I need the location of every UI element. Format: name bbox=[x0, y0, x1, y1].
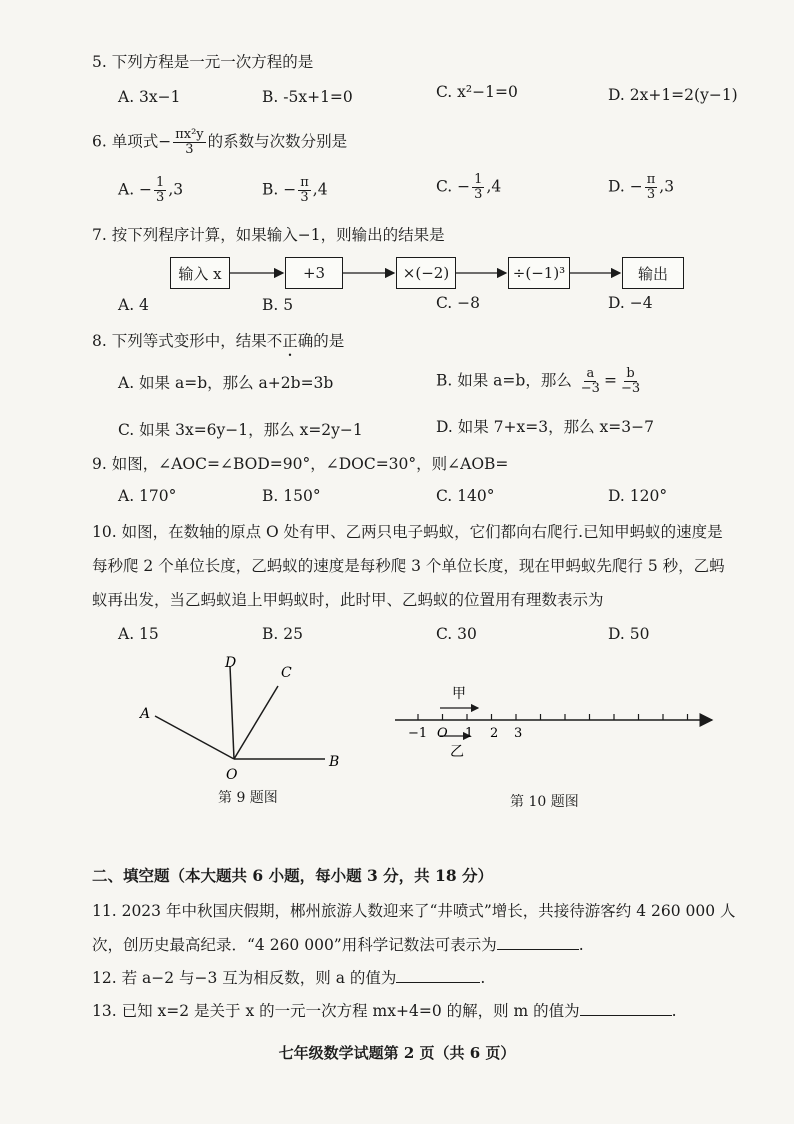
q8-option-c: C. 如果 3x=6y−1，那么 x=2y−1 bbox=[118, 421, 363, 439]
q10-option-d: D. 50 bbox=[608, 625, 650, 643]
label-a: A bbox=[140, 706, 151, 722]
q6-c-num: 1 bbox=[474, 172, 483, 187]
label-d: D bbox=[225, 655, 237, 671]
flow-box-multiply: ×(−2) bbox=[396, 257, 456, 289]
q7-stem: 7. 按下列程序计算，如果输入−1，则输出的结果是 bbox=[92, 226, 445, 244]
q8-b-eq: = bbox=[603, 371, 617, 390]
q13-answer-blank[interactable] bbox=[580, 1015, 672, 1016]
q5-stem: 5. 下列方程是一元一次方程的是 bbox=[92, 53, 314, 71]
q8-option-a: A. 如果 a=b，那么 a+2b=3b bbox=[118, 374, 334, 392]
q10-line-3: 蚁再出发，当乙蚂蚁追上甲蚂蚁时，此时甲、乙蚂蚁的位置用有理数表示为 bbox=[92, 591, 604, 609]
section-2-title: 二、填空题（本大题共 6 小题，每小题 3 分，共 18 分） bbox=[92, 866, 494, 885]
ray-oa bbox=[155, 716, 234, 759]
q6-d-den: 3 bbox=[646, 187, 656, 202]
q11-answer-blank[interactable] bbox=[497, 949, 579, 950]
figure-10-caption: 第 10 题图 bbox=[510, 794, 579, 810]
q12-answer-blank[interactable] bbox=[396, 982, 480, 983]
flow-box-input: 输入 x bbox=[170, 257, 230, 289]
flow-box-divide: ÷(−1)³ bbox=[508, 257, 570, 289]
tick-label-3: 3 bbox=[514, 726, 523, 741]
q6-c-den: 3 bbox=[474, 187, 483, 202]
q7-option-c: C. −8 bbox=[436, 294, 481, 312]
q6-c-pre: C. − bbox=[436, 177, 471, 196]
q13-text: 13. 已知 x=2 是关于 x 的一元一次方程 mx+4=0 的解，则 m 的值为 bbox=[92, 1002, 580, 1020]
tick-label-2: 2 bbox=[490, 726, 499, 741]
q10-option-b: B. 25 bbox=[262, 625, 303, 643]
q11-end: . bbox=[578, 936, 584, 954]
label-yi: 乙 bbox=[450, 744, 464, 760]
ray-oc bbox=[234, 686, 278, 759]
q8-stem-pre: 8. 下列等式变形中，结果 bbox=[92, 332, 267, 350]
q6-d-num: π bbox=[646, 172, 656, 187]
label-o: O bbox=[226, 767, 238, 783]
q12 bbox=[92, 968, 485, 988]
q6-a-den: 3 bbox=[156, 190, 165, 205]
q6-a-pre: A. − bbox=[118, 180, 153, 199]
q8-stem-emphasis: 不正确 bbox=[266, 332, 314, 350]
q6-frac-den: 3 bbox=[185, 142, 194, 157]
figure-9-caption: 第 9 题图 bbox=[218, 790, 278, 806]
q6-b-post: ,4 bbox=[312, 180, 328, 199]
label-c: C bbox=[281, 665, 292, 681]
q8-b-frac-2 bbox=[619, 367, 642, 396]
q5-option-b: B. -5x+1=0 bbox=[262, 88, 353, 106]
label-b: B bbox=[329, 754, 340, 770]
tick-label-o: O bbox=[437, 726, 448, 741]
q11-line-2 bbox=[92, 935, 584, 955]
q5-option-c: C. x²−1=0 bbox=[436, 83, 518, 101]
q8-b-num-1: a bbox=[586, 366, 595, 381]
q8-b-pre: B. 如果 a=b，那么 bbox=[436, 371, 572, 390]
q8-b-frac-1 bbox=[579, 367, 602, 396]
q13 bbox=[92, 1001, 677, 1021]
q7-option-a: A. 4 bbox=[118, 296, 149, 314]
q8-option-d: D. 如果 7+x=3，那么 x=3−7 bbox=[436, 418, 654, 436]
q6-d-pre: D. − bbox=[608, 177, 643, 196]
q8-b-den-2: −3 bbox=[620, 381, 641, 396]
q11-line-2-text: 次，创历史最高纪录．“4 260 000”用科学记数法可表示为 bbox=[92, 936, 497, 954]
q12-text: 12. 若 a−2 与−3 互为相反数，则 a 的值为 bbox=[92, 969, 397, 987]
q8-b-num-2: b bbox=[626, 366, 635, 381]
q9-stem: 9. 如图，∠AOC=∠BOD=90°，∠DOC=30°，则∠AOB= bbox=[92, 455, 509, 473]
tick-label-neg1: −1 bbox=[408, 726, 428, 741]
q6-b-den: 3 bbox=[300, 190, 309, 205]
q6-frac-num: πx²y bbox=[175, 127, 204, 142]
q8-b-den-1: −3 bbox=[580, 381, 600, 396]
label-jia: 甲 bbox=[452, 686, 466, 702]
q6-stem-post: 的系数与次数分别是 bbox=[207, 132, 348, 151]
q9-option-d: D. 120° bbox=[608, 487, 668, 505]
q13-end: . bbox=[671, 1002, 677, 1020]
q11-line-1: 11. 2023 年中秋国庆假期，郴州旅游人数迎来了“井喷式”增长，共接待游客约 4 260 000 人 bbox=[92, 902, 736, 920]
q7-option-b: B. 5 bbox=[262, 296, 294, 314]
q6-a-num: 1 bbox=[156, 175, 165, 190]
q7-option-d: D. −4 bbox=[608, 294, 653, 312]
q8-option-b bbox=[436, 367, 644, 396]
figure-10 bbox=[390, 680, 720, 770]
q9-option-a: A. 170° bbox=[118, 487, 177, 505]
q10-line-2: 每秒爬 2 个单位长度，乙蚂蚁的速度是每秒爬 3 个单位长度，现在甲蚂蚁先爬行 5 秒，乙蚂 bbox=[92, 557, 725, 575]
q6-b-num: π bbox=[300, 175, 309, 190]
q8-stem bbox=[92, 331, 344, 351]
q12-end: . bbox=[480, 969, 486, 987]
q9-option-c: C. 140° bbox=[436, 487, 495, 505]
ray-od bbox=[230, 666, 234, 759]
q6-b-pre: B. − bbox=[262, 180, 297, 199]
tick-label-1: 1 bbox=[465, 726, 474, 741]
q10-option-c: C. 30 bbox=[436, 625, 477, 643]
q6-d-post: ,3 bbox=[659, 177, 675, 196]
flow-box-output: 输出 bbox=[622, 257, 684, 289]
q8-stem-post: 的是 bbox=[313, 332, 345, 350]
q9-option-b: B. 150° bbox=[262, 487, 321, 505]
q6-c-post: ,4 bbox=[486, 177, 502, 196]
q5-option-a: A. 3x−1 bbox=[118, 88, 181, 106]
q6-a-post: ,3 bbox=[168, 180, 184, 199]
q10-line-1: 10. 如图，在数轴的原点 O 处有甲、乙两只电子蚂蚁，它们都向右爬行.已知甲蚂蚁的速度是 bbox=[92, 523, 723, 541]
q6-stem-pre: 6. 单项式− bbox=[92, 132, 172, 151]
q5-option-d: D. 2x+1=2(y−1) bbox=[608, 86, 738, 104]
q10-option-a: A. 15 bbox=[118, 625, 159, 643]
page-footer: 七年级数学试题第 2 页（共 6 页） bbox=[278, 1044, 516, 1062]
flow-box-add: +3 bbox=[285, 257, 343, 289]
figure-9 bbox=[130, 648, 360, 808]
number-line-ticks bbox=[418, 714, 688, 720]
